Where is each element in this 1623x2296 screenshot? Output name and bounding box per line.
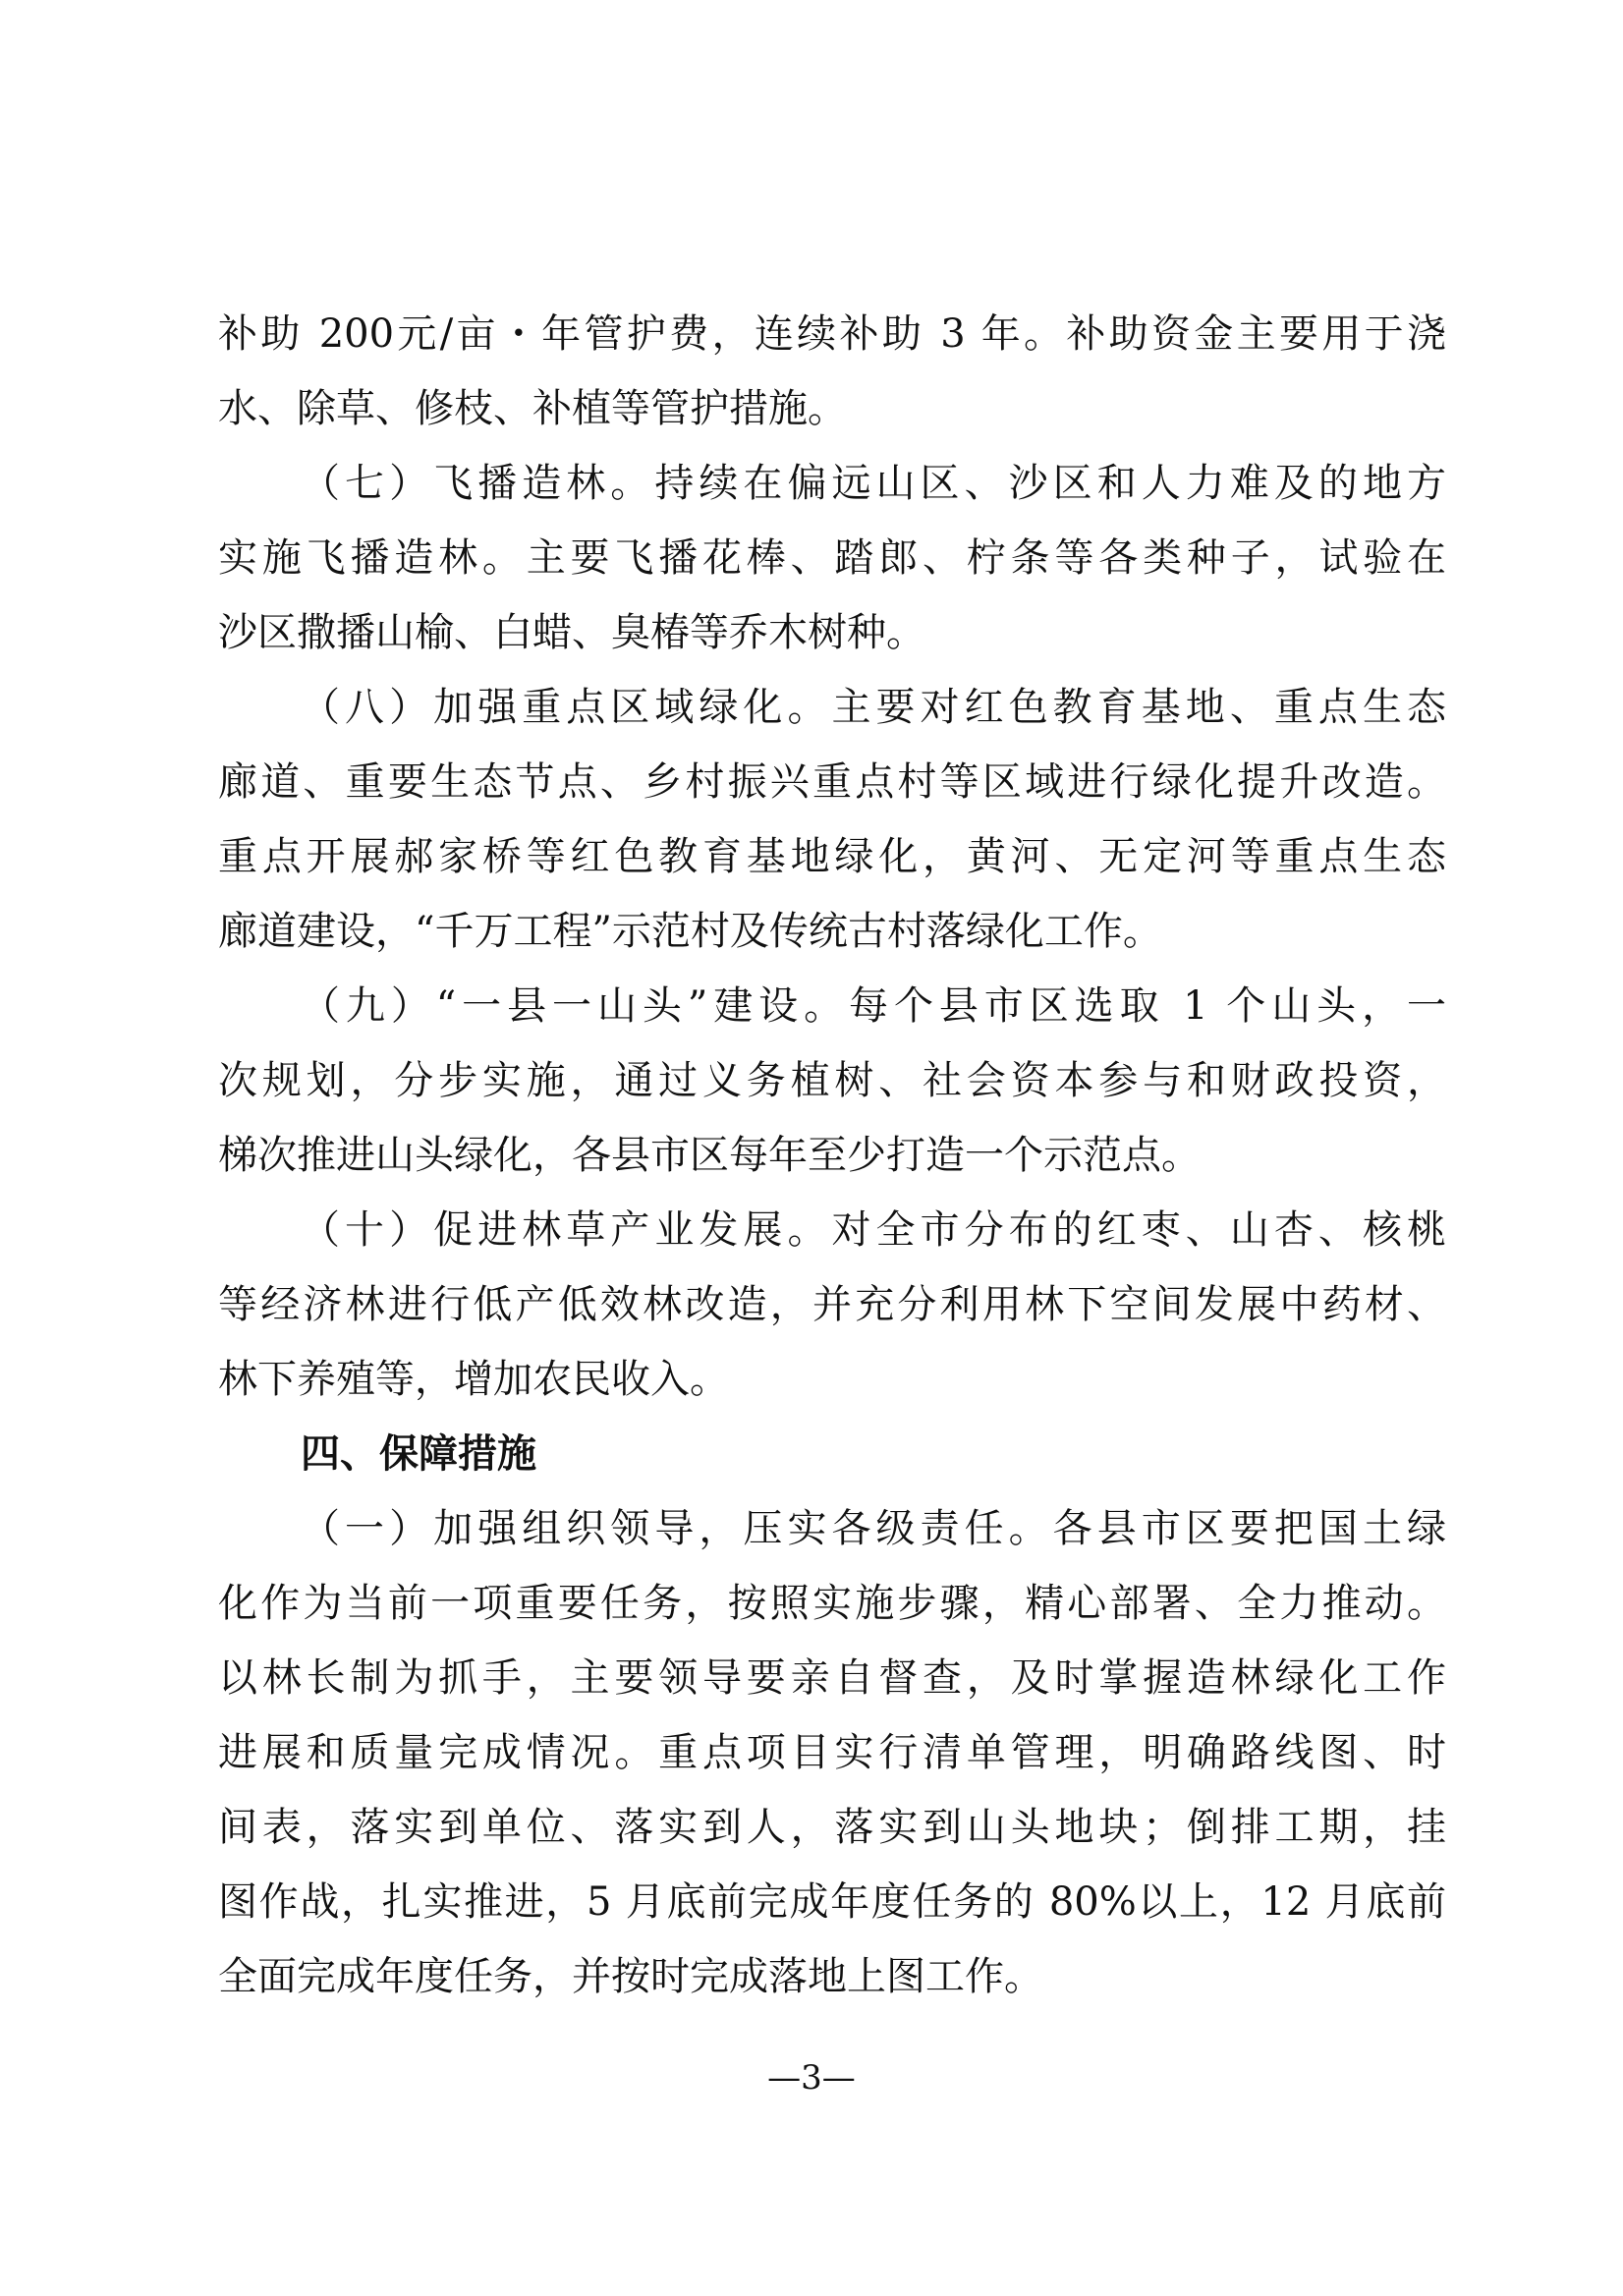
- section-heading: 四、保障措施: [301, 1431, 536, 1477]
- text-line: 以林长制为抓手，主要领导要亲自督查，及时掌握造林绿化工作: [218, 1655, 1446, 1701]
- text-line: 进展和质量完成情况。重点项目实行清单管理，明确路线图、时: [218, 1730, 1446, 1775]
- paragraph-start-line: （八）加强重点区域绿化。主要对红色教育基地、重点生态: [301, 685, 1446, 730]
- paragraph-start-line: （十）促进林草产业发展。对全市分布的红枣、山杏、核桃: [301, 1207, 1446, 1253]
- text-line: 次规划，分步实施，通过义务植树、社会资本参与和财政投资，: [218, 1058, 1446, 1103]
- text-line: 图作战，扎实推进，5 月底前完成年度任务的 80%以上，12 月底前: [218, 1879, 1446, 1925]
- text-line: 实施飞播造林。主要飞播花棒、踏郎、柠条等各类种子，试验在: [218, 535, 1446, 581]
- text-line: 廊道、重要生态节点、乡村振兴重点村等区域进行绿化提升改造。: [218, 759, 1446, 805]
- text-line: 间表，落实到单位、落实到人，落实到山头地块；倒排工期，挂: [218, 1805, 1446, 1850]
- text-line: 梯次推进山头绿化，各县市区每年至少打造一个示范点。: [218, 1133, 1201, 1178]
- text-line: 全面完成年度任务，并按时完成落地上图工作。: [218, 1954, 1043, 1999]
- page-number: —3—: [767, 2058, 856, 2098]
- text-line: 沙区撒播山榆、白蜡、臭椿等乔木树种。: [218, 610, 925, 655]
- text-line: 等经济林进行低产低效林改造，并充分利用林下空间发展中药材、: [218, 1282, 1446, 1327]
- text-line: 重点开展郝家桥等红色教育基地绿化，黄河、无定河等重点生态: [218, 834, 1446, 879]
- body-text: [218, 297, 1446, 2014]
- text-line: 补助 200元/亩・年管护费，连续补助 3 年。补助资金主要用于浇: [218, 311, 1446, 357]
- text-line: 林下养殖等，增加农民收入。: [218, 1357, 729, 1402]
- paragraph-start-line: （七）飞播造林。持续在偏远山区、沙区和人力难及的地方: [301, 461, 1446, 506]
- text-line: 廊道建设，“千万工程”示范村及传统古村落绿化工作。: [218, 909, 1162, 954]
- paragraph-start-line: （九）“一县一山头”建设。每个县市区选取 1 个山头，一: [301, 983, 1446, 1029]
- text-line: 化作为当前一项重要任务，按照实施步骤，精心部署、全力推动。: [218, 1581, 1446, 1626]
- text-line: 水、除草、修枝、补植等管护措施。: [218, 386, 847, 431]
- paragraph-start-line: （一）加强组织领导，压实各级责任。各县市区要把国土绿: [301, 1506, 1446, 1551]
